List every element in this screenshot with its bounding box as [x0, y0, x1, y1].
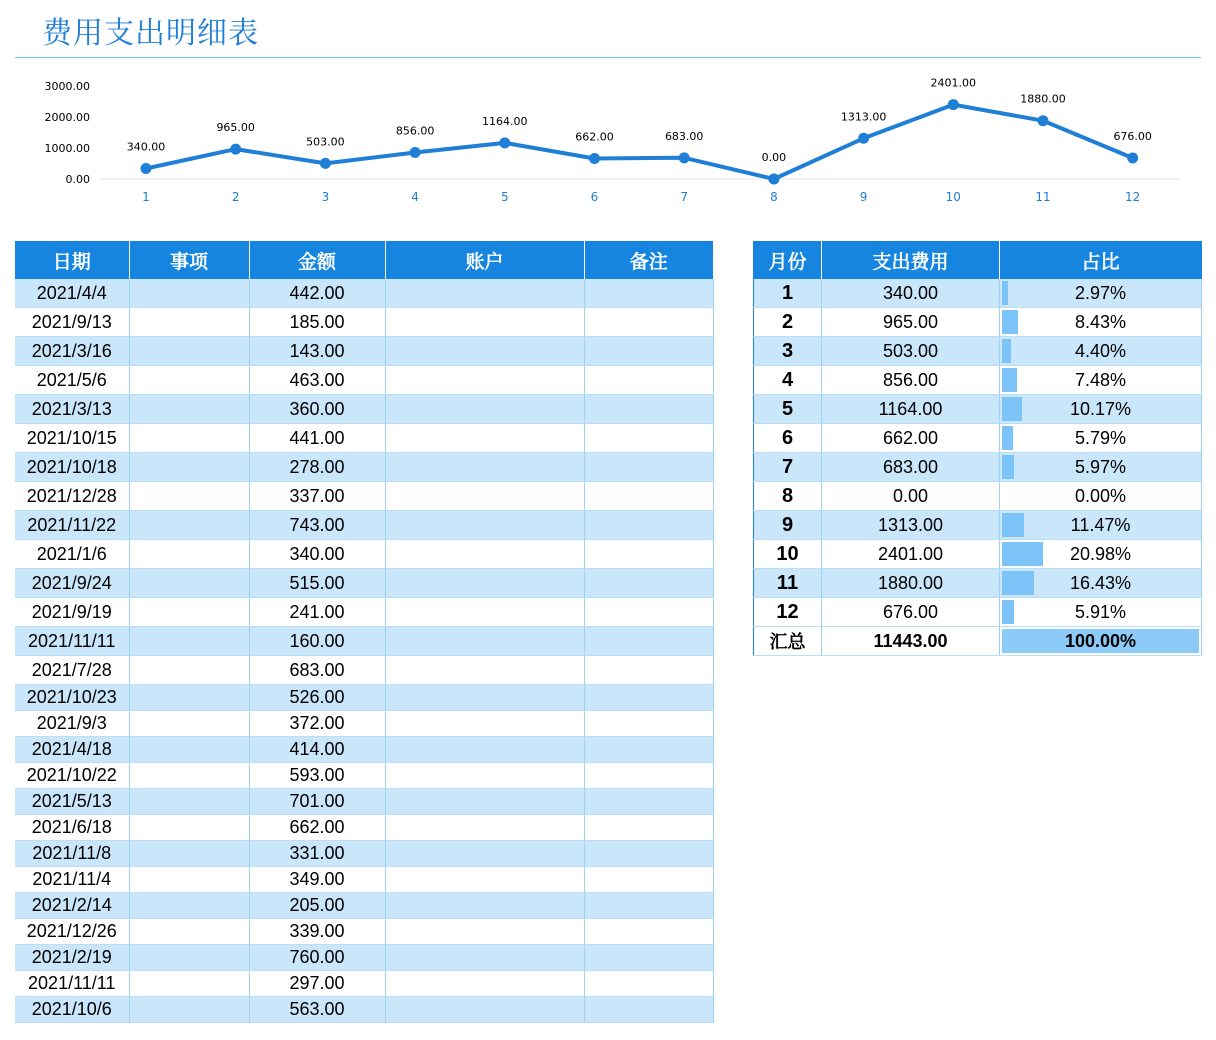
- cell-item[interactable]: [129, 893, 249, 919]
- x-tick-label: 3: [321, 190, 330, 204]
- cell-amount[interactable]: 360.00: [249, 395, 385, 424]
- cell-share[interactable]: [1000, 308, 1202, 337]
- x-tick-label: 12: [1125, 190, 1141, 204]
- header-account[interactable]: 账户: [385, 241, 584, 279]
- share-percent: 2.97%: [1074, 282, 1127, 303]
- cell-amount[interactable]: 160.00: [249, 627, 385, 656]
- data-label: 0.00: [761, 151, 787, 164]
- cell-date[interactable]: 2021/10/18: [15, 453, 129, 482]
- header-amount[interactable]: 金额: [249, 241, 385, 279]
- table-row[interactable]: [15, 395, 713, 424]
- table-row[interactable]: [15, 337, 713, 366]
- series-line: [146, 105, 1133, 179]
- cell-note[interactable]: [584, 424, 713, 453]
- cell-date[interactable]: 2021/11/11: [15, 627, 129, 656]
- cell-month[interactable]: 12: [754, 598, 822, 627]
- cell-note[interactable]: [584, 893, 713, 919]
- cell-month[interactable]: 1: [754, 279, 822, 308]
- cell-note[interactable]: [584, 656, 713, 685]
- cell-date[interactable]: 2021/4/18: [15, 737, 129, 763]
- cell-note[interactable]: [584, 627, 713, 656]
- cell-note[interactable]: [584, 841, 713, 867]
- cell-date[interactable]: 2021/3/16: [15, 337, 129, 366]
- cell-share[interactable]: [1000, 453, 1202, 482]
- table-row[interactable]: [15, 453, 713, 482]
- cell-month[interactable]: 2: [754, 308, 822, 337]
- x-tick-label: 2: [231, 190, 240, 204]
- cell-account[interactable]: [385, 789, 584, 815]
- cell-note[interactable]: [584, 711, 713, 737]
- cell-cost[interactable]: 856.00: [822, 366, 1000, 395]
- cell-item[interactable]: [129, 685, 249, 711]
- cell-amount[interactable]: 441.00: [249, 424, 385, 453]
- page-title: 费用支出明细表: [42, 16, 259, 51]
- data-label: 662.00: [575, 130, 614, 144]
- summary-row[interactable]: [754, 279, 1202, 308]
- cell-account[interactable]: [385, 453, 584, 482]
- data-label: 965.00: [216, 121, 255, 135]
- header-note[interactable]: 备注: [584, 241, 713, 279]
- data-label: 503.00: [306, 135, 345, 149]
- cell-month[interactable]: 7: [754, 453, 822, 482]
- cell-amount[interactable]: 701.00: [249, 789, 385, 815]
- x-tick-label: 5: [500, 190, 509, 204]
- table-row[interactable]: [15, 279, 713, 308]
- cell-note[interactable]: [584, 337, 713, 366]
- cell-month[interactable]: 10: [754, 540, 822, 569]
- cell-account[interactable]: [385, 540, 584, 569]
- cell-note[interactable]: [584, 685, 713, 711]
- cell-date[interactable]: 2021/7/28: [15, 656, 129, 685]
- cell-amount[interactable]: 241.00: [249, 598, 385, 627]
- share-percent: 5.79%: [1074, 427, 1127, 448]
- cell-share[interactable]: [1000, 511, 1202, 540]
- cell-share[interactable]: [1000, 627, 1202, 656]
- table-row[interactable]: [15, 627, 713, 656]
- cell-item[interactable]: [129, 453, 249, 482]
- data-label: 856.00: [395, 124, 435, 138]
- cell-date[interactable]: 2021/11/11: [15, 971, 129, 997]
- cell-month[interactable]: 11: [754, 569, 822, 598]
- cell-date[interactable]: 2021/2/14: [15, 893, 129, 919]
- x-tick-label: 9: [859, 190, 868, 204]
- cell-note[interactable]: [584, 763, 713, 789]
- header-share[interactable]: 占比: [1000, 241, 1202, 279]
- cell-amount[interactable]: 593.00: [249, 763, 385, 789]
- cell-item[interactable]: [129, 867, 249, 893]
- x-tick-label: 1: [142, 190, 150, 204]
- summary-row[interactable]: [754, 598, 1202, 627]
- cell-cost[interactable]: 683.00: [822, 453, 1000, 482]
- share-percent: 100.00%: [1064, 630, 1137, 651]
- cell-date[interactable]: 2021/9/19: [15, 598, 129, 627]
- x-tick-label: 10: [945, 190, 961, 204]
- x-tick-label: 8: [770, 190, 778, 204]
- share-data-bar: [1002, 397, 1022, 421]
- monthly-summary-table: [753, 241, 1202, 656]
- cell-item[interactable]: [129, 997, 249, 1023]
- cell-cost[interactable]: 676.00: [822, 598, 1000, 627]
- cell-share[interactable]: [1000, 424, 1202, 453]
- cell-cost[interactable]: 11443.00: [822, 627, 1000, 656]
- cell-account[interactable]: [385, 919, 584, 945]
- cell-cost[interactable]: 340.00: [822, 279, 1000, 308]
- cell-item[interactable]: [129, 971, 249, 997]
- cell-account[interactable]: [385, 997, 584, 1023]
- data-point: [499, 137, 510, 148]
- summary-row[interactable]: [754, 453, 1202, 482]
- x-tick-label: 7: [680, 190, 689, 204]
- cell-amount[interactable]: 340.00: [249, 540, 385, 569]
- cell-cost[interactable]: 0.00: [822, 482, 1000, 511]
- cell-account[interactable]: [385, 841, 584, 867]
- cell-date[interactable]: 2021/5/6: [15, 366, 129, 395]
- table-row[interactable]: [15, 308, 713, 337]
- cell-note[interactable]: [584, 453, 713, 482]
- cell-date[interactable]: 2021/10/22: [15, 763, 129, 789]
- cell-cost[interactable]: 1164.00: [822, 395, 1000, 424]
- cell-account[interactable]: [385, 511, 584, 540]
- cell-item[interactable]: [129, 482, 249, 511]
- table-row[interactable]: [15, 540, 713, 569]
- cell-cost[interactable]: 662.00: [822, 424, 1000, 453]
- table-row[interactable]: [15, 893, 713, 919]
- cell-month[interactable]: 8: [754, 482, 822, 511]
- cell-month[interactable]: 3: [754, 337, 822, 366]
- summary-row[interactable]: [754, 424, 1202, 453]
- data-label: 1313.00: [840, 110, 887, 124]
- cell-date[interactable]: 2021/11/22: [15, 511, 129, 540]
- cell-amount[interactable]: 297.00: [249, 971, 385, 997]
- cell-note[interactable]: [584, 815, 713, 841]
- cell-amount[interactable]: 337.00: [249, 482, 385, 511]
- cell-note[interactable]: [584, 971, 713, 997]
- cell-note[interactable]: [584, 997, 713, 1023]
- share-percent: 5.91%: [1074, 601, 1127, 622]
- cell-account[interactable]: [385, 711, 584, 737]
- cell-item[interactable]: [129, 424, 249, 453]
- cell-account[interactable]: [385, 424, 584, 453]
- cell-date[interactable]: 2021/1/6: [15, 540, 129, 569]
- cell-date[interactable]: 2021/9/3: [15, 711, 129, 737]
- cell-share[interactable]: [1000, 482, 1202, 511]
- cell-item[interactable]: [129, 337, 249, 366]
- cell-item[interactable]: [129, 945, 249, 971]
- cell-account[interactable]: [385, 308, 584, 337]
- cell-account[interactable]: [385, 627, 584, 656]
- summary-row[interactable]: [754, 569, 1202, 598]
- cell-amount[interactable]: 331.00: [249, 841, 385, 867]
- data-label: 340.00: [126, 140, 166, 154]
- cell-amount[interactable]: 662.00: [249, 815, 385, 841]
- cell-note[interactable]: [584, 919, 713, 945]
- cell-date[interactable]: 2021/9/24: [15, 569, 129, 598]
- cell-item[interactable]: [129, 511, 249, 540]
- data-point: [320, 158, 331, 169]
- share-data-bar: [1002, 368, 1017, 392]
- cell-amount[interactable]: 414.00: [249, 737, 385, 763]
- data-point: [858, 133, 869, 144]
- cell-item[interactable]: [129, 656, 249, 685]
- share-data-bar: [1002, 455, 1014, 479]
- cell-cost[interactable]: 1880.00: [822, 569, 1000, 598]
- cell-note[interactable]: [584, 482, 713, 511]
- share-percent: 0.00%: [1074, 485, 1127, 506]
- cell-cost[interactable]: 965.00: [822, 308, 1000, 337]
- cell-account[interactable]: [385, 971, 584, 997]
- data-point: [948, 99, 959, 110]
- share-percent: 16.43%: [1069, 572, 1132, 593]
- data-point: [1127, 153, 1138, 164]
- cell-share[interactable]: [1000, 540, 1202, 569]
- data-label: 676.00: [1113, 130, 1152, 144]
- table-row[interactable]: [15, 815, 713, 841]
- cell-date[interactable]: 2021/10/23: [15, 685, 129, 711]
- detail-header-row: [15, 241, 713, 279]
- table-row[interactable]: [15, 424, 713, 453]
- cell-account[interactable]: [385, 656, 584, 685]
- data-label: 1164.00: [482, 114, 528, 128]
- cell-account[interactable]: [385, 395, 584, 424]
- cell-item[interactable]: [129, 366, 249, 395]
- cell-account[interactable]: [385, 279, 584, 308]
- cell-item[interactable]: [129, 540, 249, 569]
- cell-share[interactable]: [1000, 395, 1202, 424]
- expense-detail-table: [15, 241, 714, 1023]
- y-tick-label: 2000.00: [44, 111, 90, 124]
- data-point: [589, 153, 600, 164]
- cell-date[interactable]: 2021/10/6: [15, 997, 129, 1023]
- table-row[interactable]: [15, 598, 713, 627]
- table-row[interactable]: [15, 737, 713, 763]
- share-percent: 11.47%: [1070, 514, 1131, 535]
- table-row[interactable]: [15, 482, 713, 511]
- share-percent: 7.48%: [1074, 369, 1127, 390]
- cell-cost[interactable]: 503.00: [822, 337, 1000, 366]
- cell-item[interactable]: [129, 737, 249, 763]
- cell-share[interactable]: [1000, 598, 1202, 627]
- cell-cost[interactable]: 2401.00: [822, 540, 1000, 569]
- summary-row[interactable]: [754, 511, 1202, 540]
- cell-date[interactable]: 2021/6/18: [15, 815, 129, 841]
- total-label[interactable]: 汇总: [754, 627, 822, 656]
- cell-amount[interactable]: 349.00: [249, 867, 385, 893]
- cell-account[interactable]: [385, 598, 584, 627]
- cell-amount[interactable]: 143.00: [249, 337, 385, 366]
- table-row[interactable]: [15, 511, 713, 540]
- cell-amount[interactable]: 372.00: [249, 711, 385, 737]
- cell-item[interactable]: [129, 279, 249, 308]
- summary-row[interactable]: [754, 308, 1202, 337]
- summary-row[interactable]: [754, 540, 1202, 569]
- cell-amount[interactable]: 205.00: [249, 893, 385, 919]
- share-data-bar: [1002, 310, 1018, 334]
- cell-item[interactable]: [129, 598, 249, 627]
- title-divider: [15, 57, 1201, 58]
- cell-share[interactable]: [1000, 337, 1202, 366]
- share-data-bar: [1002, 339, 1011, 363]
- cell-account[interactable]: [385, 867, 584, 893]
- summary-row[interactable]: [754, 482, 1202, 511]
- cell-share[interactable]: [1000, 366, 1202, 395]
- cell-item[interactable]: [129, 919, 249, 945]
- cell-account[interactable]: [385, 685, 584, 711]
- table-row[interactable]: [15, 656, 713, 685]
- cell-amount[interactable]: 563.00: [249, 997, 385, 1023]
- summary-row[interactable]: [754, 366, 1202, 395]
- cell-date[interactable]: 2021/4/4: [15, 279, 129, 308]
- cell-account[interactable]: [385, 569, 584, 598]
- table-row[interactable]: [15, 971, 713, 997]
- table-row[interactable]: [15, 366, 713, 395]
- x-tick-label: 4: [411, 190, 419, 204]
- table-row[interactable]: [15, 789, 713, 815]
- summary-total-row[interactable]: [754, 627, 1202, 656]
- data-label: 2401.00: [930, 76, 977, 90]
- share-data-bar: [1002, 426, 1013, 450]
- cell-note[interactable]: [584, 789, 713, 815]
- share-percent: 4.40%: [1074, 340, 1127, 361]
- data-point: [230, 144, 241, 155]
- share-percent: 8.43%: [1074, 311, 1127, 332]
- data-point: [141, 163, 152, 174]
- cell-item[interactable]: [129, 841, 249, 867]
- cell-amount[interactable]: 743.00: [249, 511, 385, 540]
- summary-row[interactable]: [754, 395, 1202, 424]
- header-cost[interactable]: 支出费用: [822, 241, 1000, 279]
- x-tick-label: 11: [1035, 190, 1051, 204]
- share-data-bar: [1002, 600, 1014, 624]
- summary-header-row: [754, 241, 1202, 279]
- cell-date[interactable]: 2021/10/15: [15, 424, 129, 453]
- data-point: [410, 147, 421, 158]
- cell-note[interactable]: [584, 366, 713, 395]
- cell-item[interactable]: [129, 569, 249, 598]
- cell-note[interactable]: [584, 395, 713, 424]
- cell-amount[interactable]: 515.00: [249, 569, 385, 598]
- cell-month[interactable]: 6: [754, 424, 822, 453]
- cell-amount[interactable]: 683.00: [249, 656, 385, 685]
- table-row[interactable]: [15, 569, 713, 598]
- y-tick-label: 0.00: [65, 173, 90, 186]
- table-row[interactable]: [15, 841, 713, 867]
- cell-item[interactable]: [129, 627, 249, 656]
- cell-account[interactable]: [385, 893, 584, 919]
- share-data-bar: [1002, 281, 1008, 305]
- cell-date[interactable]: 2021/11/8: [15, 841, 129, 867]
- table-row[interactable]: [15, 685, 713, 711]
- cell-item[interactable]: [129, 763, 249, 789]
- table-row[interactable]: [15, 997, 713, 1023]
- cell-account[interactable]: [385, 482, 584, 511]
- cell-amount[interactable]: 339.00: [249, 919, 385, 945]
- cell-item[interactable]: [129, 711, 249, 737]
- cell-amount[interactable]: 185.00: [249, 308, 385, 337]
- cell-note[interactable]: [584, 540, 713, 569]
- share-percent: 5.97%: [1074, 456, 1127, 477]
- header-month[interactable]: 月份: [754, 241, 822, 279]
- data-point: [768, 174, 779, 185]
- data-point: [1038, 115, 1049, 126]
- cell-amount[interactable]: 760.00: [249, 945, 385, 971]
- cell-date[interactable]: 2021/5/13: [15, 789, 129, 815]
- cell-date[interactable]: 2021/3/13: [15, 395, 129, 424]
- cell-account[interactable]: [385, 737, 584, 763]
- y-tick-label: 3000.00: [44, 80, 90, 93]
- cell-account[interactable]: [385, 337, 584, 366]
- data-label: 1880.00: [1020, 92, 1066, 106]
- cell-note[interactable]: [584, 279, 713, 308]
- cell-date[interactable]: 2021/2/19: [15, 945, 129, 971]
- cell-account[interactable]: [385, 815, 584, 841]
- cell-note[interactable]: [584, 867, 713, 893]
- share-percent: 20.98%: [1069, 543, 1132, 564]
- cell-note[interactable]: [584, 737, 713, 763]
- cell-amount[interactable]: 278.00: [249, 453, 385, 482]
- share-percent: 10.17%: [1069, 398, 1132, 419]
- cell-account[interactable]: [385, 763, 584, 789]
- cell-note[interactable]: [584, 569, 713, 598]
- cell-date[interactable]: 2021/11/4: [15, 867, 129, 893]
- table-row[interactable]: [15, 919, 713, 945]
- cell-note[interactable]: [584, 945, 713, 971]
- x-tick-label: 6: [590, 190, 599, 204]
- cell-note[interactable]: [584, 511, 713, 540]
- cell-item[interactable]: [129, 308, 249, 337]
- table-row[interactable]: [15, 945, 713, 971]
- cell-amount[interactable]: 463.00: [249, 366, 385, 395]
- share-data-bar: [1002, 571, 1034, 595]
- cell-note[interactable]: [584, 308, 713, 337]
- table-row[interactable]: [15, 711, 713, 737]
- data-point: [679, 152, 690, 163]
- header-item[interactable]: 事项: [129, 241, 249, 279]
- cell-date[interactable]: 2021/12/26: [15, 919, 129, 945]
- monthly-expense-line-chart: [0, 60, 1216, 230]
- cell-item[interactable]: [129, 789, 249, 815]
- cell-amount[interactable]: 442.00: [249, 279, 385, 308]
- cell-cost[interactable]: 1313.00: [822, 511, 1000, 540]
- cell-amount[interactable]: 526.00: [249, 685, 385, 711]
- cell-month[interactable]: 5: [754, 395, 822, 424]
- cell-month[interactable]: 9: [754, 511, 822, 540]
- cell-date[interactable]: 2021/12/28: [15, 482, 129, 511]
- share-data-bar: [1002, 513, 1024, 537]
- cell-account[interactable]: [385, 945, 584, 971]
- cell-share[interactable]: [1000, 279, 1202, 308]
- cell-month[interactable]: 4: [754, 366, 822, 395]
- share-data-bar: [1002, 542, 1043, 566]
- cell-note[interactable]: [584, 598, 713, 627]
- cell-account[interactable]: [385, 366, 584, 395]
- cell-date[interactable]: 2021/9/13: [15, 308, 129, 337]
- cell-item[interactable]: [129, 395, 249, 424]
- summary-row[interactable]: [754, 337, 1202, 366]
- cell-item[interactable]: [129, 815, 249, 841]
- table-row[interactable]: [15, 867, 713, 893]
- cell-share[interactable]: [1000, 569, 1202, 598]
- y-tick-label: 1000.00: [44, 142, 90, 155]
- header-date[interactable]: 日期: [15, 241, 129, 279]
- table-row[interactable]: [15, 763, 713, 789]
- data-label: 683.00: [664, 129, 704, 143]
